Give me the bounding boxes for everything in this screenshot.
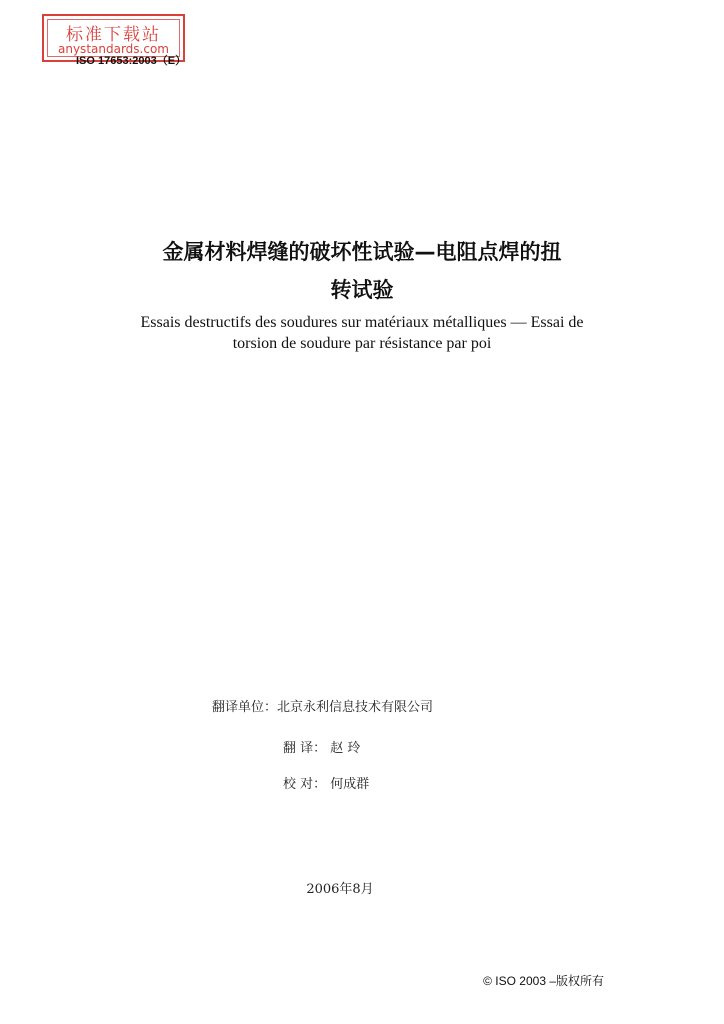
proofreader-value: 何成群: [330, 777, 370, 792]
copyright-footer: © ISO 2003 –版权所有: [483, 974, 604, 988]
proofreader-credit: [283, 773, 369, 792]
french-title-line-2: torsion de soudure par résistance par poi: [232, 335, 492, 352]
translation-unit-value: 北京永利信息技术有限公司: [277, 700, 434, 715]
chinese-title-line-2: 转试验: [330, 278, 394, 302]
watermark-chinese-text: 标准下载站: [66, 25, 161, 45]
translation-unit-credit: [212, 696, 433, 715]
translator-label: 翻 译：: [283, 741, 327, 756]
translator-credit: [283, 737, 360, 756]
watermark-site-text: anystandards.com: [58, 42, 169, 56]
publication-date: 2006年8月: [306, 882, 374, 897]
translator-value: 赵 玲: [330, 741, 361, 756]
french-title-line-1: Essais destructifs des soudures sur matériaux métalliques — Essai de: [140, 314, 584, 331]
chinese-title-line-1: 金属材料焊缝的破坏性试验—电阻点焊的扭: [162, 240, 562, 264]
document-id: ISO 17653:2003（E）: [76, 55, 187, 67]
translation-unit-label: 翻译单位：: [212, 700, 278, 715]
proofreader-label: 校 对：: [283, 777, 327, 792]
